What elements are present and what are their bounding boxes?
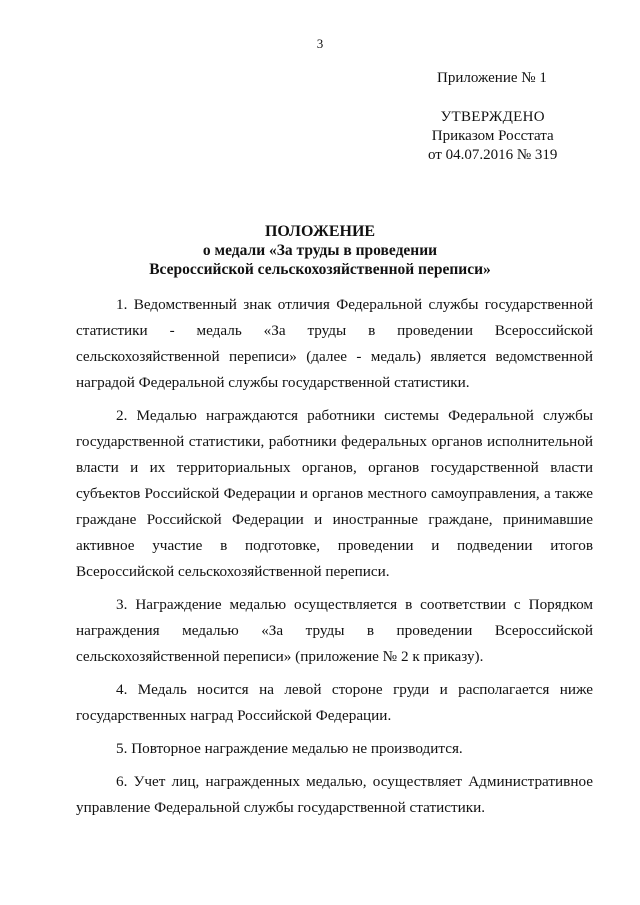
paragraph-line: власти и их территориальных органов, органов государственной власти xyxy=(76,459,593,476)
paragraph-line: активное участие в подготовке, проведении и подведении итогов xyxy=(76,537,593,554)
paragraph-line: граждане Российской Федерации и иностранные граждане, принимавшие xyxy=(76,511,593,528)
paragraph-5 xyxy=(76,736,593,762)
paragraph-line: 5. Повторное награждение медалью не производится. xyxy=(116,740,463,757)
paragraph-1 xyxy=(76,292,593,396)
paragraph-line: государственной статистики, работники федеральных органов исполнительной xyxy=(76,433,593,450)
paragraph-2 xyxy=(76,403,593,585)
page-number: 3 xyxy=(316,36,324,51)
document-title xyxy=(0,222,640,279)
paragraph-line: государственных наград Российской Федерации. xyxy=(76,707,392,724)
paragraph-line: управление Федеральной службы государственной статистики. xyxy=(76,799,486,816)
document-body xyxy=(76,292,593,828)
paragraph-line: субъектов Российской Федерации и органов местного самоуправления, а также xyxy=(76,485,593,502)
paragraph-line: наградой Федеральной службы государственной статистики. xyxy=(76,374,470,391)
paragraph-line: сельскохозяйственной переписи» (приложение № 2 к приказу). xyxy=(76,648,484,665)
paragraph-line: 1. Ведомственный знак отличия Федеральной службы государственной xyxy=(116,296,593,313)
paragraph-line: 3. Награждение медалью осуществляется в соответствии с Порядком xyxy=(116,596,593,613)
paragraph-line: 2. Медалью награждаются работники системы Федеральной службы xyxy=(116,407,593,424)
approval-date: от 04.07.2016 № 319 xyxy=(428,147,558,163)
paragraph-line: сельскохозяйственной переписи» (далее - медаль) является ведомственной xyxy=(76,348,593,365)
title-subtitle-line-1: о медали «За труды в проведении xyxy=(202,242,438,259)
paragraph-6 xyxy=(76,769,593,821)
paragraph-line: Всероссийской сельскохозяйственной переписи. xyxy=(76,563,390,580)
appendix-label: Приложение № 1 xyxy=(437,70,547,86)
approval-approved: УТВЕРЖДЕНО xyxy=(440,109,545,125)
paragraph-3 xyxy=(76,592,593,670)
paragraph-line: 4. Медаль носится на левой стороне груди и располагается ниже xyxy=(116,681,593,698)
paragraph-line: 6. Учет лиц, награжденных медалью, осуществляет Административное xyxy=(116,773,593,790)
approval-order: Приказом Росстата xyxy=(431,128,554,144)
approval-stamp xyxy=(428,108,557,165)
paragraph-4 xyxy=(76,677,593,729)
title-main: ПОЛОЖЕНИЕ xyxy=(264,223,376,240)
paragraph-line: награждения медалью «За труды в проведении Всероссийской xyxy=(76,622,593,639)
title-subtitle-line-2: Всероссийской сельскохозяйственной переписи» xyxy=(149,261,491,278)
paragraph-line: статистики - медаль «За труды в проведении Всероссийской xyxy=(76,322,593,339)
